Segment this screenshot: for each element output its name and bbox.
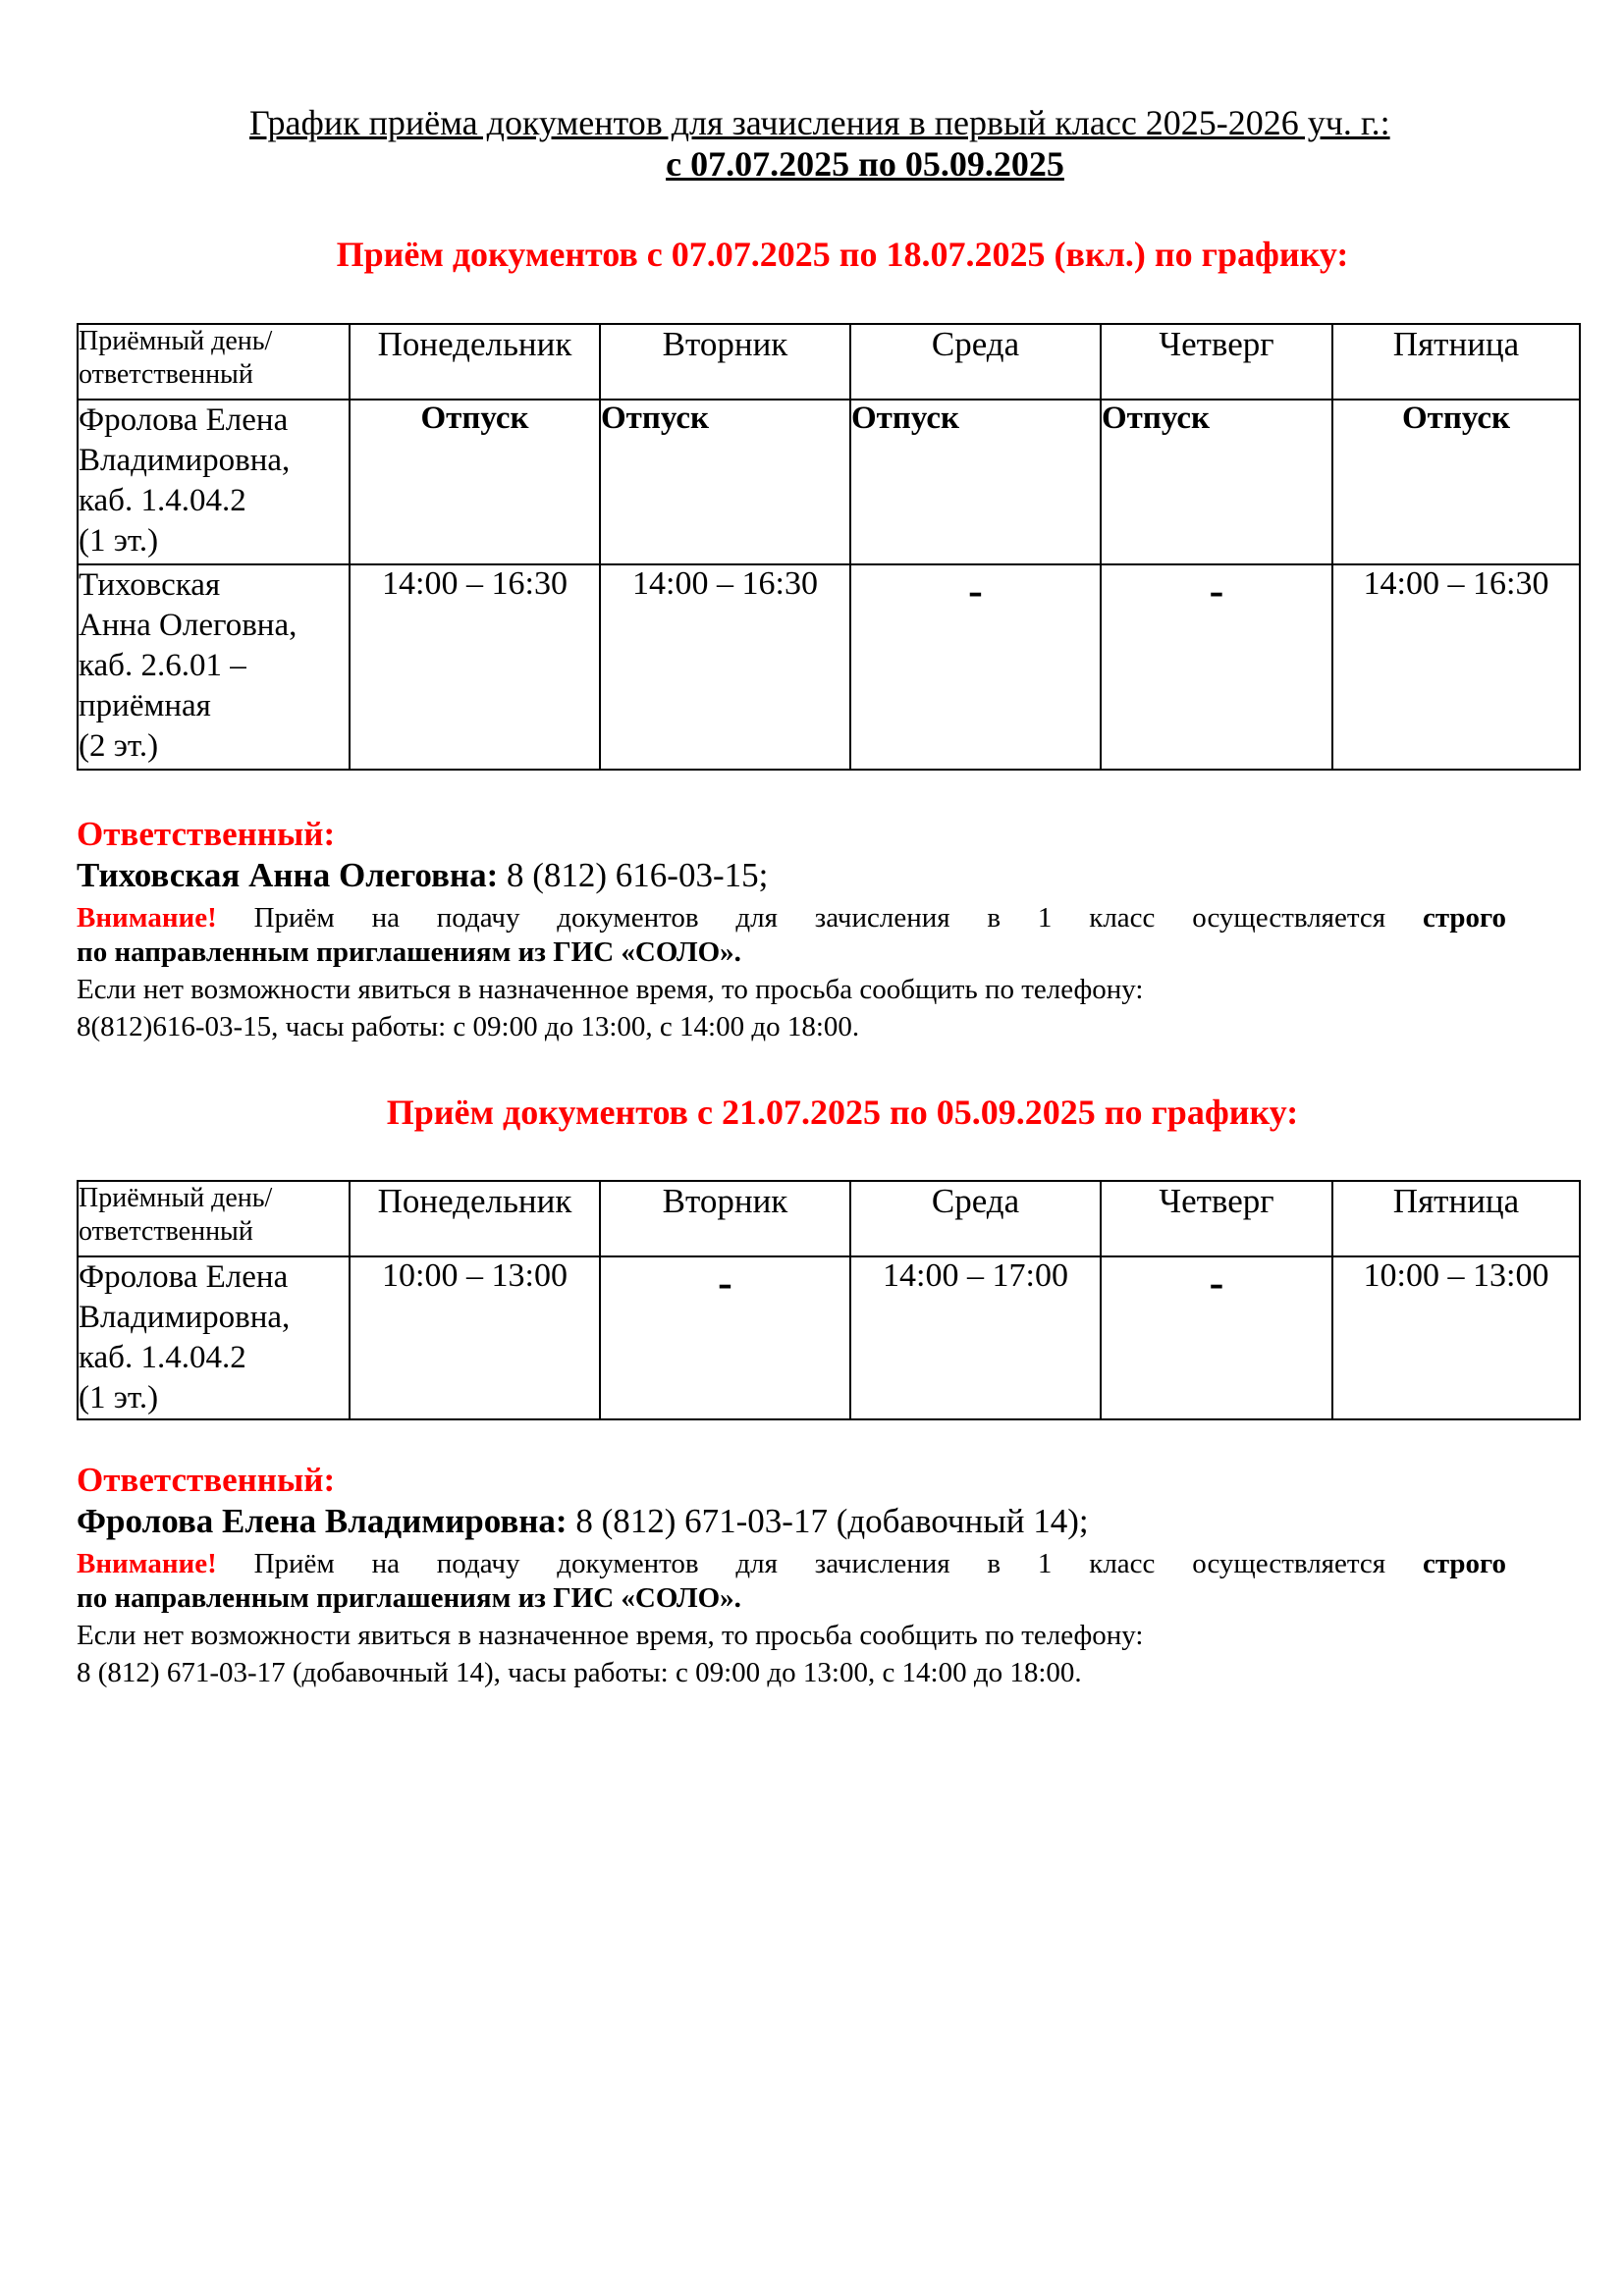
notice-text: Приём на подачу документов для зачисления в 1 класс осуществляется	[216, 902, 1423, 934]
schedule-cell-monday: 10:00 – 13:00	[350, 1256, 600, 1419]
schedule-cell-wednesday: -	[850, 564, 1101, 770]
table-header-row	[78, 324, 1580, 400]
document-title: График приёма документов для зачисления в первый класс 2025-2026 уч. г.:	[249, 103, 1390, 142]
responsible-person-cell	[78, 564, 350, 770]
period2-responsible-label: Ответственный:	[77, 1461, 336, 1499]
schedule-cell-tuesday: Отпуск	[600, 400, 850, 564]
schedule-cell-monday: 14:00 – 16:30	[350, 564, 600, 770]
schedule-cell-tuesday: 14:00 – 16:30	[600, 564, 850, 770]
period2-contact-line2: 8 (812) 671-03-17 (добавочный 14), часы работы: с 09:00 до 13:00, с 14:00 до 18:00.	[77, 1657, 1082, 1688]
attention-label: Внимание!	[77, 1548, 217, 1579]
period2-notice	[77, 1545, 1506, 1582]
responsible-person-cell	[78, 1256, 350, 1419]
person-line: каб. 2.6.01 –	[79, 648, 246, 683]
schedule-cell-friday: 14:00 – 16:30	[1332, 564, 1580, 770]
schedule-cell-thursday: Отпуск	[1101, 400, 1332, 564]
schedule-cell-monday: Отпуск	[350, 400, 600, 564]
attention-label: Внимание!	[77, 902, 217, 934]
table-row	[78, 1256, 1580, 1419]
person-line: каб. 1.4.04.2	[79, 1340, 246, 1375]
period1-schedule-table	[77, 323, 1581, 771]
responsible-name: Фролова Елена Владимировна:	[77, 1502, 568, 1540]
table-row	[78, 400, 1580, 564]
schedule-cell-thursday: -	[1101, 1256, 1332, 1419]
header-cell-friday: Пятница	[1332, 324, 1580, 400]
person-line: Тиховская	[79, 567, 221, 603]
period2-responsible-contact	[77, 1502, 1089, 1541]
schedule-cell-wednesday: 14:00 – 17:00	[850, 1256, 1101, 1419]
header-cell-tuesday: Вторник	[600, 1181, 850, 1256]
responsible-phone: 8 (812) 671-03-17 (добавочный 14);	[567, 1502, 1089, 1540]
person-line: (1 эт.)	[79, 523, 159, 559]
period2-contact-line1: Если нет возможности явиться в назначенное время, то просьба сообщить по телефону:	[77, 1620, 1144, 1651]
header-cell-tuesday: Вторник	[600, 324, 850, 400]
period2-schedule-table	[77, 1180, 1581, 1420]
header-cell-monday: Понедельник	[350, 324, 600, 400]
period1-contact-line1: Если нет возможности явиться в назначенное время, то просьба сообщить по телефону:	[77, 974, 1144, 1005]
table-header-row	[78, 1181, 1580, 1256]
table-row	[78, 564, 1580, 770]
period2-heading: Приём документов с 21.07.2025 по 05.09.2025 по графику:	[386, 1093, 1299, 1132]
document-date-range: с 07.07.2025 по 05.09.2025	[666, 144, 1064, 184]
person-line: Анна Олеговна,	[79, 608, 298, 643]
period1-notice-line2: по направленным приглашениям из ГИС «СОЛО».	[77, 936, 741, 968]
header-cell-wednesday: Среда	[850, 324, 1101, 400]
person-line: Владимировна,	[79, 1300, 291, 1335]
period1-responsible-contact	[77, 856, 768, 895]
person-line: (1 эт.)	[79, 1380, 159, 1415]
header-cell-monday: Понедельник	[350, 1181, 600, 1256]
schedule-cell-wednesday: Отпуск	[850, 400, 1101, 564]
responsible-person-cell	[78, 400, 350, 564]
header-cell-friday: Пятница	[1332, 1181, 1580, 1256]
person-line: каб. 1.4.04.2	[79, 483, 246, 518]
person-line: (2 эт.)	[79, 728, 159, 764]
schedule-cell-friday: Отпуск	[1332, 400, 1580, 564]
period1-notice	[77, 899, 1506, 936]
header-cell-thursday: Четверг	[1101, 1181, 1332, 1256]
header-cell-thursday: Четверг	[1101, 324, 1332, 400]
schedule-cell-tuesday: -	[600, 1256, 850, 1419]
responsible-name: Тиховская Анна Олеговна:	[77, 856, 499, 894]
schedule-cell-thursday: -	[1101, 564, 1332, 770]
person-line: Фролова Елена	[79, 1259, 289, 1295]
period1-responsible-label: Ответственный:	[77, 815, 336, 853]
schedule-cell-friday: 10:00 – 13:00	[1332, 1256, 1580, 1419]
person-line: Фролова Елена	[79, 402, 289, 438]
period1-heading: Приём документов с 07.07.2025 по 18.07.2025 (вкл.) по графику:	[336, 235, 1349, 274]
header-cell-wednesday: Среда	[850, 1181, 1101, 1256]
person-line: Владимировна,	[79, 443, 291, 478]
header-cell-label: Приёмный день/ ответственный	[78, 324, 350, 400]
header-cell-label: Приёмный день/ ответственный	[78, 1181, 350, 1256]
period1-contact-line2: 8(812)616-03-15, часы работы: с 09:00 до 13:00, с 14:00 до 18:00.	[77, 1011, 860, 1042]
notice-text: Приём на подачу документов для зачисления в 1 класс осуществляется	[216, 1548, 1423, 1579]
notice-strict: строго	[1422, 1548, 1506, 1579]
notice-strict: строго	[1422, 902, 1506, 934]
person-line: приёмная	[79, 688, 211, 723]
responsible-phone: 8 (812) 616-03-15;	[498, 856, 769, 894]
period2-notice-line2: по направленным приглашениям из ГИС «СОЛО».	[77, 1582, 741, 1614]
